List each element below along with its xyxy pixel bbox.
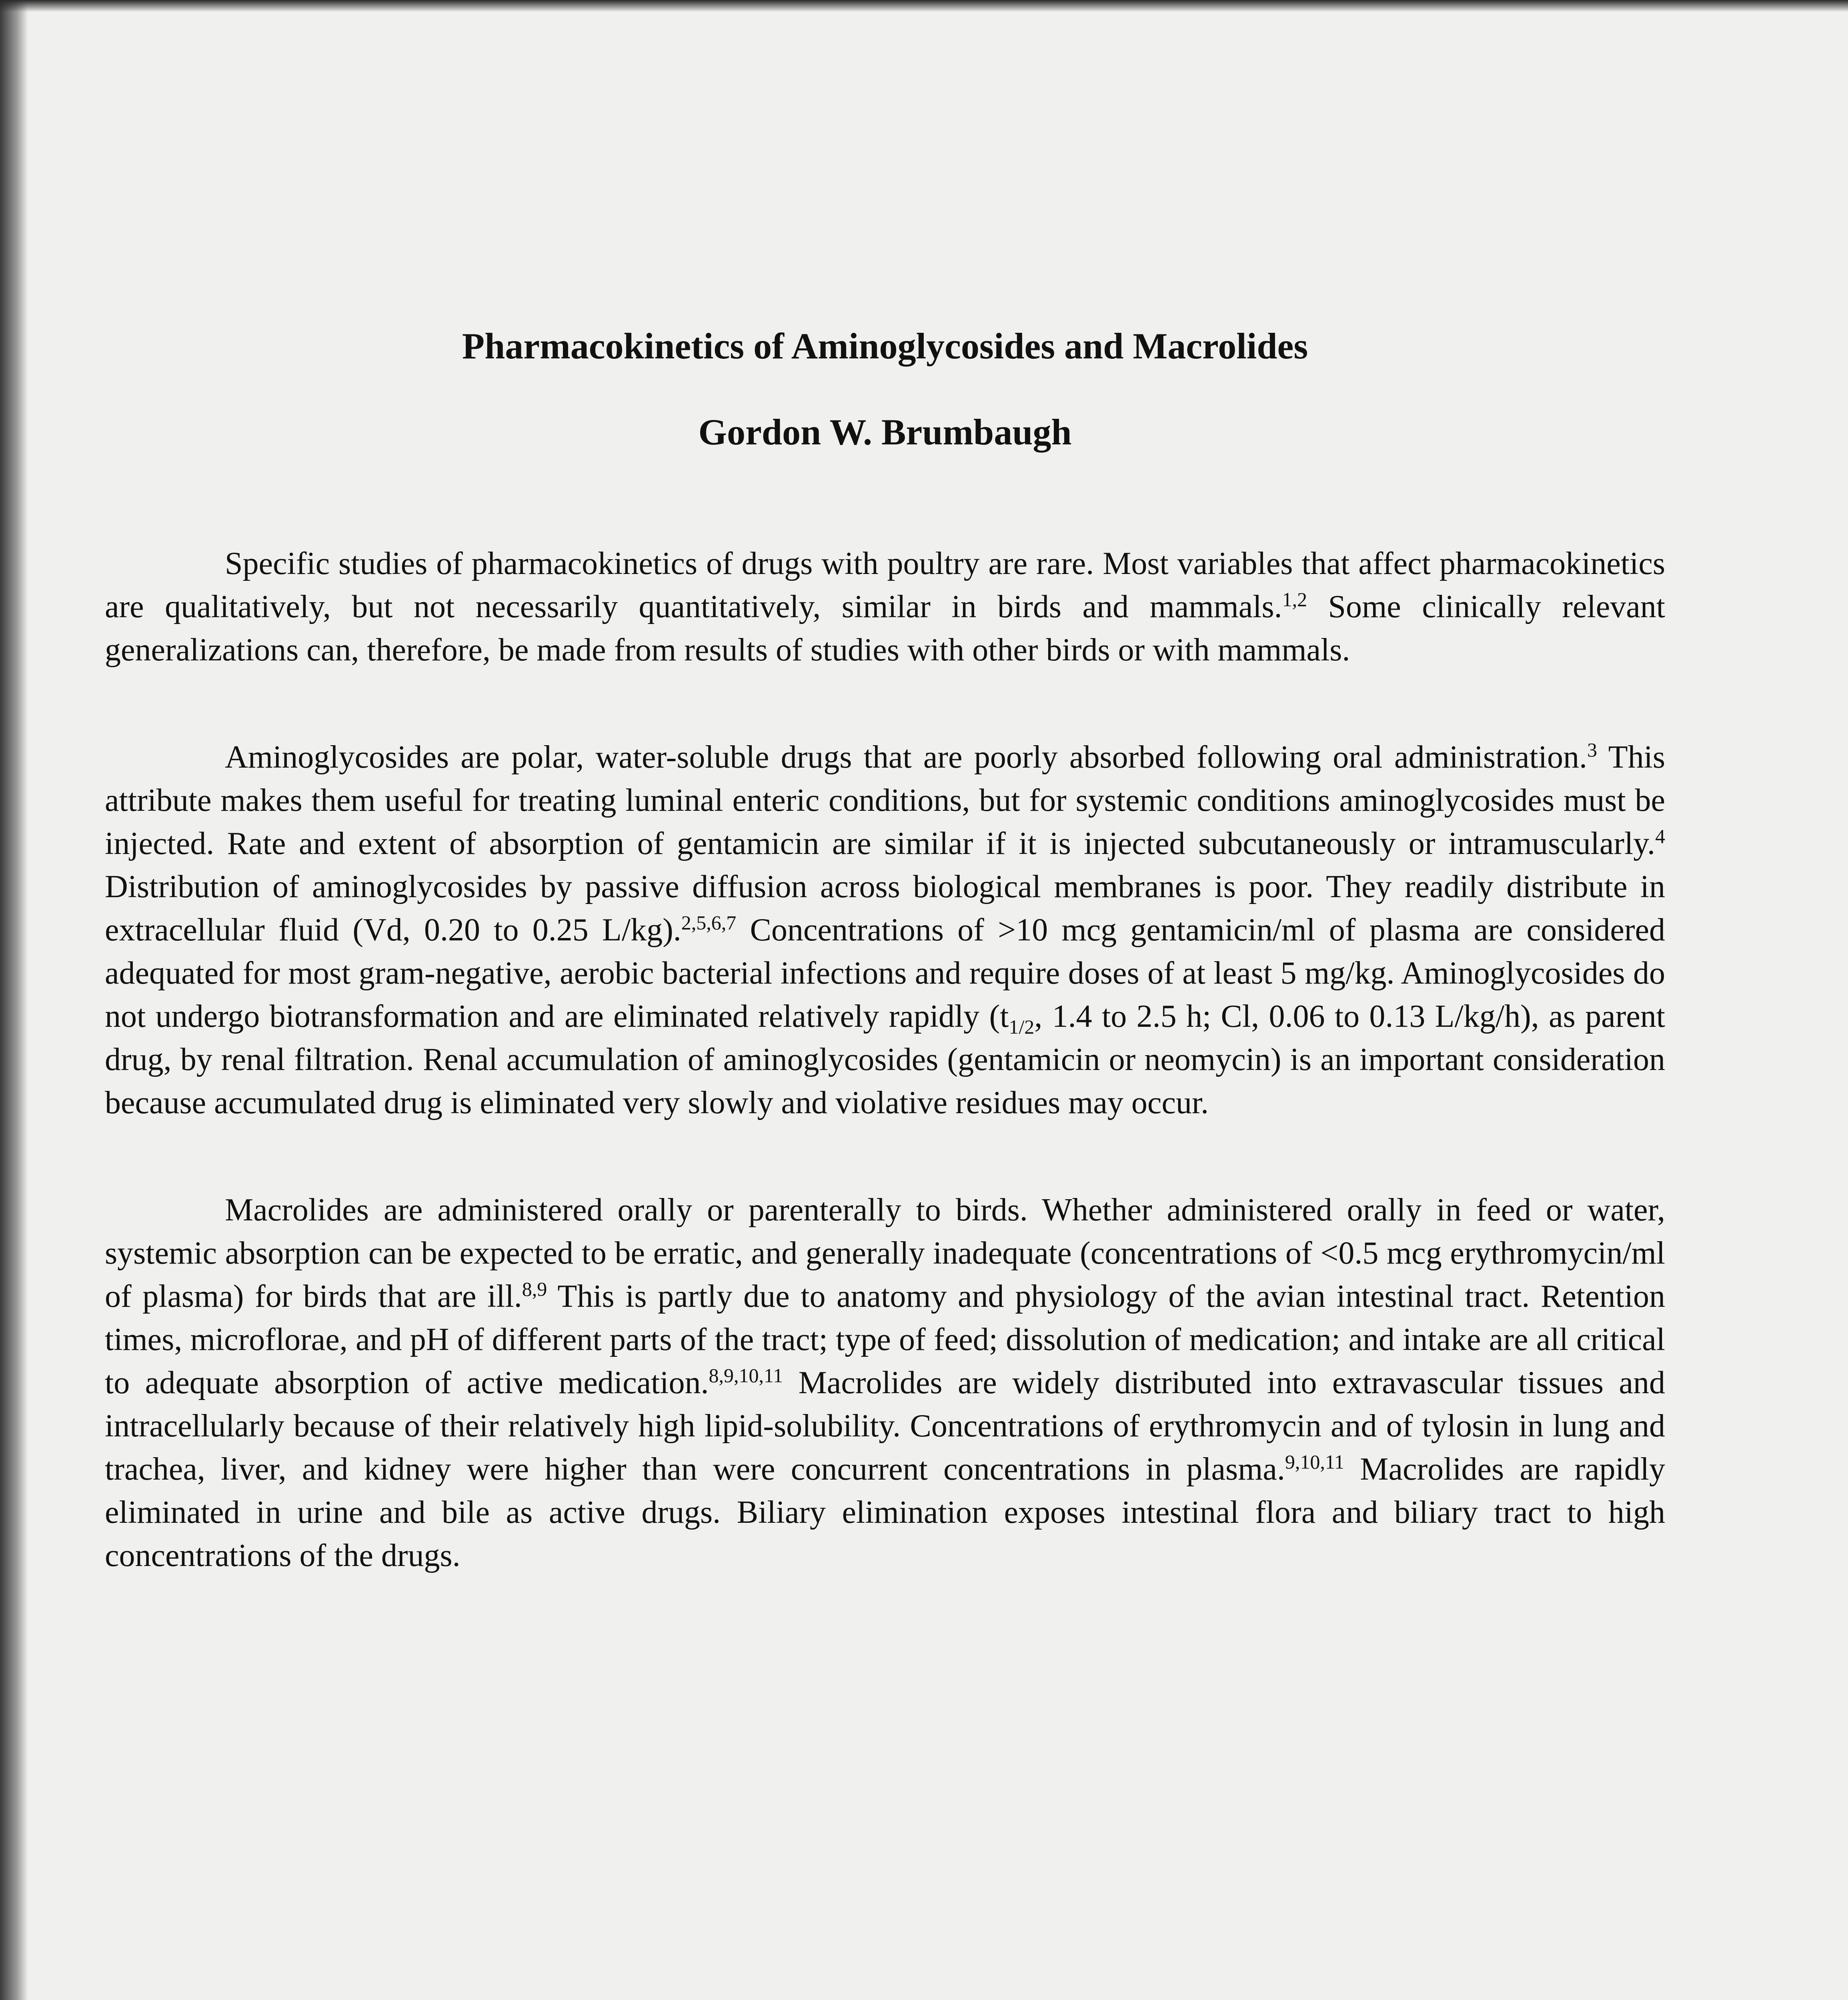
binding-shadow (0, 0, 28, 2000)
article-title: Pharmacokinetics of Aminoglycosides and Macrolides (462, 326, 1308, 366)
subscript: 1/2 (1009, 1016, 1035, 1038)
citation-superscript: 4 (1655, 825, 1665, 848)
paragraph-list (105, 542, 1665, 1577)
citation-superscript: 2,5,6,7 (681, 911, 737, 934)
text-run: Macrolides are rapidly eliminated in urine and bile as active drugs. Biliary elimination exposes intestinal flora and biliary tract to high concentrations of the drugs. (105, 1452, 1665, 1573)
citation-superscript: 8,9 (522, 1278, 547, 1300)
body-paragraph (105, 1188, 1665, 1577)
citation-superscript: 1,2 (1282, 588, 1307, 611)
article-body (105, 324, 1665, 1641)
text-run: This is partly due to anatomy and physiology of the avian intestinal tract. Retention times, microflorae, and pH of different parts of the tract; type of feed; dissolution of medication; and intake are all critical to adequate absorption of active medication. (105, 1279, 1665, 1400)
text-run: Macrolides are widely distributed into extravascular tissues and intracellularly because of their relatively high lipid-solubility. Concentrations of erythromycin and of tylosin in lung and trachea, liver, and kidney were higher than were concurrent concentrations in plasma. (105, 1365, 1665, 1487)
top-edge-shadow (0, 0, 1848, 12)
text-run: Aminoglycosides are polar, water-soluble drugs that are poorly absorbed following oral administration. (225, 740, 1587, 775)
article-author: Gordon W. Brumbaugh (698, 412, 1072, 452)
citation-superscript: 3 (1587, 738, 1597, 761)
text-run: Macrolides are administered orally or parenterally to birds. Whether administered orally in feed or water, systemic absorption can be expected to be erratic, and generally inadequate (concentrations of <0.5 mcg erythromycin/ml of plasma) for birds that are ill. (105, 1192, 1665, 1314)
body-paragraph (105, 542, 1665, 672)
text-run: This attribute makes them useful for treating luminal enteric conditions, but for systemic conditions aminoglycosides must be injected. Rate and extent of absorption of gentamicin are similar if it is injected subcutaneously or intramuscularly. (105, 740, 1665, 861)
text-run: Some clinically relevant generalizations can, therefore, be made from results of studies with other birds or with mammals. (105, 589, 1665, 668)
text-run: , 1.4 to 2.5 h; Cl, 0.06 to 0.13 L/kg/h), as parent drug, by renal filtration. Renal accumulation of aminoglycosides (gentamicin or neomycin) is an important consideration because accumulated drug is eliminated very slowly and violative residues may occur. (105, 999, 1665, 1120)
text-run: Concentrations of >10 mcg gentamicin/ml of plasma are considered adequated for most gram-negative, aerobic bacterial infections and require doses of at least 5 mg/kg. Aminoglycosides do not undergo biotransformation and are eliminated relatively rapidly (t (105, 912, 1666, 1034)
text-run: Distribution of aminoglycosides by passive diffusion across biological membranes is poor. They readily distribute in extracellular fluid (Vd, 0.20 to 0.25 L/kg). (105, 869, 1665, 948)
citation-superscript: 8,9,10,11 (709, 1364, 783, 1387)
text-run: Specific studies of pharmacokinetics of drugs with poultry are rare. Most variables that affect pharmacokinetics are qualitatively, but not necessarily quantitatively, similar in birds and mammals. (105, 546, 1665, 624)
body-paragraph (105, 736, 1665, 1124)
citation-superscript: 9,10,11 (1285, 1450, 1345, 1473)
